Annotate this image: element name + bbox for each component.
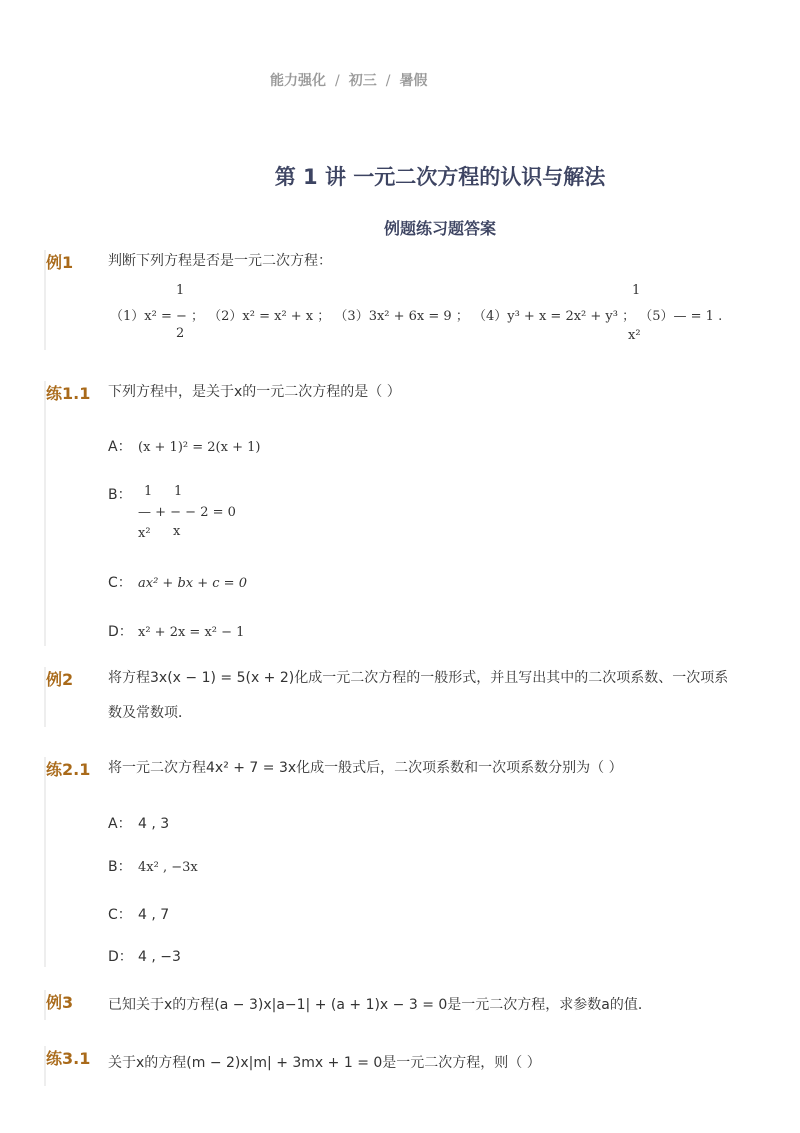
breadcrumb-item[interactable]: 初三 xyxy=(348,73,377,89)
fraction-denominator: 2 xyxy=(176,326,185,341)
option-expr: ax² + bx + c = 0 xyxy=(138,576,247,591)
question-text: 下列方程中，是关于x的一元二次方程的是（ ） xyxy=(108,384,401,400)
option-key: D： xyxy=(108,624,133,640)
option-expr: 4 , −3 xyxy=(138,949,181,965)
page-title: 第 1 讲 一元二次方程的认识与解法 xyxy=(274,165,606,189)
option-key: A： xyxy=(108,439,132,455)
option-key: D： xyxy=(108,949,133,965)
question-pr21 xyxy=(44,757,770,967)
question-text: 将方程3x(x − 1) = 5(x + 2)化成一元二次方程的一般形式，并且写出其中的二次项系数、一次项系 xyxy=(108,670,729,686)
option-key: B： xyxy=(108,859,132,875)
option-expr: 4 , 3 xyxy=(138,816,170,832)
option-expr: — + − − 2 = 0 xyxy=(138,505,236,520)
question-pr31 xyxy=(44,1046,770,1086)
equation-item: （2）x² = x² + x ； xyxy=(208,309,331,324)
page-subtitle: 例题练习题答案 xyxy=(383,219,496,238)
option-key: C： xyxy=(108,907,132,923)
question-text: 判断下列方程是否是一元二次方程： xyxy=(108,253,332,269)
fraction-numerator: 1 xyxy=(176,283,185,298)
option-expr: (x + 1)² = 2(x + 1) xyxy=(138,440,261,455)
fraction-numerator: 1 xyxy=(632,283,641,298)
equation-item: （3）3x² + 6x = 9 ； xyxy=(334,309,469,324)
fraction-denominator: x² xyxy=(138,526,151,541)
breadcrumb-separator: / xyxy=(385,73,391,89)
breadcrumb-item[interactable]: 能力强化 xyxy=(270,73,326,89)
option-key: B： xyxy=(108,487,132,503)
breadcrumb xyxy=(270,70,427,90)
fraction-denominator: x² xyxy=(628,328,641,343)
option-b[interactable] xyxy=(108,484,308,544)
question-label: 例3 xyxy=(46,993,74,1012)
option-a[interactable] xyxy=(108,813,169,833)
question-label: 练3.1 xyxy=(46,1049,91,1068)
fraction-denominator: x xyxy=(173,524,181,539)
question-label: 例2 xyxy=(46,670,74,689)
option-d[interactable] xyxy=(108,946,181,966)
question-pr11 xyxy=(44,381,770,646)
question-label: 练1.1 xyxy=(46,384,91,403)
fraction-numerator: 1 xyxy=(144,484,153,499)
option-expr: x² + 2x = x² − 1 xyxy=(138,625,245,640)
option-expr: 4 , 7 xyxy=(138,907,170,923)
option-key: C： xyxy=(108,575,132,591)
question-text: 已知关于x的方程(a − 3)x|a−1| + (a + 1)x − 3 = 0是一元二次方程，求参数a的值． xyxy=(108,997,652,1013)
option-a[interactable] xyxy=(108,436,260,456)
option-key: A： xyxy=(108,816,132,832)
question-label: 练2.1 xyxy=(46,760,91,779)
option-expr: 4x² , −3x xyxy=(138,860,198,875)
option-b[interactable] xyxy=(108,856,198,876)
option-d[interactable] xyxy=(108,621,244,641)
question-text-continued: 数及常数项． xyxy=(108,705,192,721)
option-c[interactable] xyxy=(108,904,169,924)
breadcrumb-item[interactable]: 暑假 xyxy=(399,73,428,89)
question-ex3 xyxy=(44,990,770,1020)
equation-item: （1）x² = − ； xyxy=(110,309,204,324)
question-label: 例1 xyxy=(46,253,74,272)
question-text: 关于x的方程(m − 2)x|m| + 3mx + 1 = 0是一元二次方程，则（ ） xyxy=(108,1055,541,1071)
equation-list xyxy=(110,305,722,324)
question-ex1 xyxy=(44,250,770,350)
option-c[interactable] xyxy=(108,572,247,592)
equation-item: （5）— = 1 . xyxy=(639,309,723,324)
fraction-numerator: 1 xyxy=(174,484,183,499)
question-text: 将一元二次方程4x² + 7 = 3x化成一般式后，二次项系数和一次项系数分别为（ ） xyxy=(108,760,623,776)
question-ex2 xyxy=(44,667,770,727)
equation-item: （4）y³ + x = 2x² + y³ ； xyxy=(472,309,636,324)
breadcrumb-separator: / xyxy=(335,73,340,89)
